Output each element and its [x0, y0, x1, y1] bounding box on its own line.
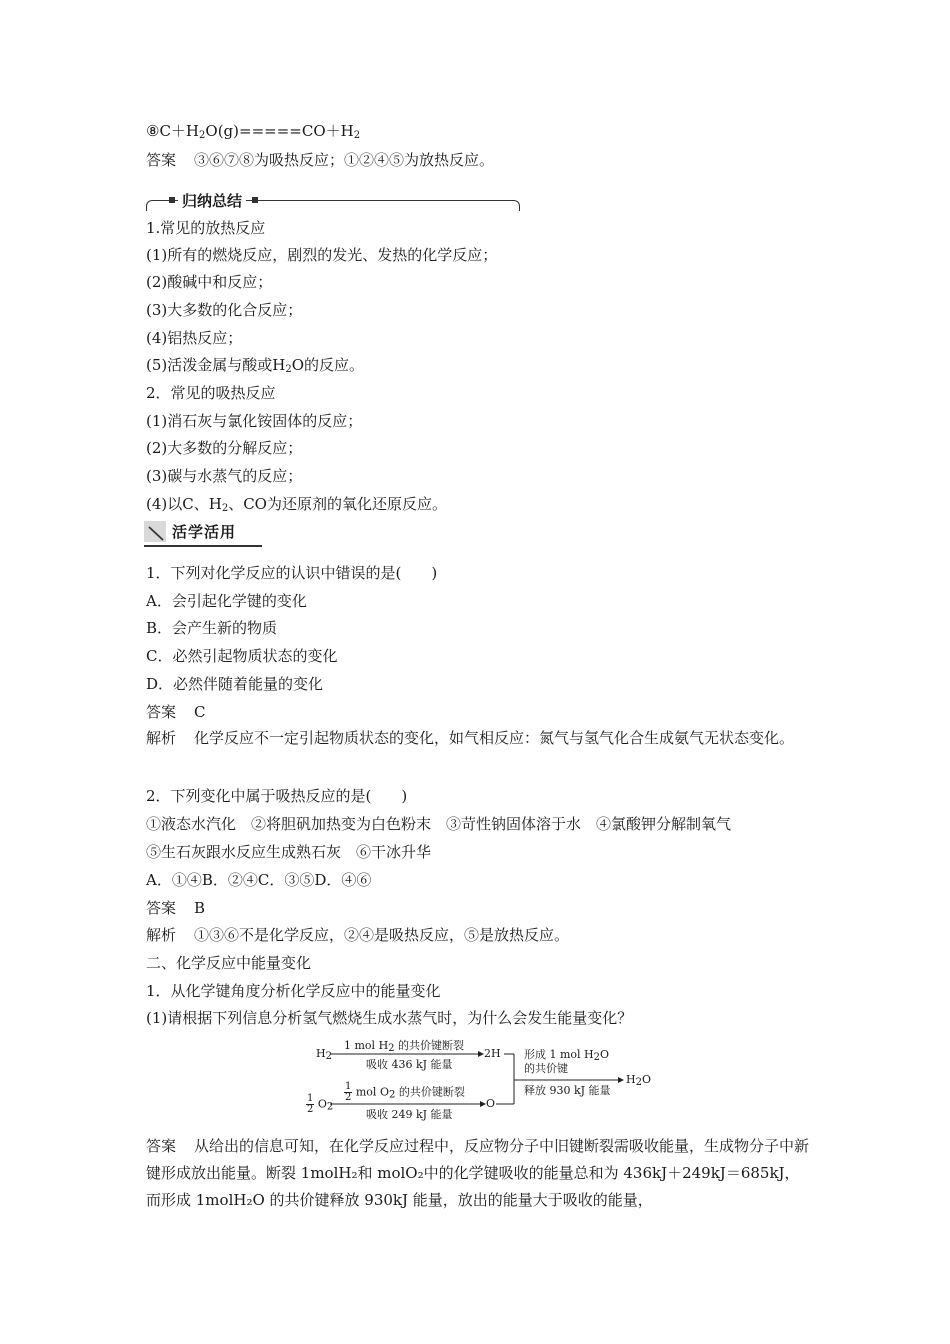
question-2-answer: 答案 B [146, 899, 206, 917]
question-2-stem: 2．下列变化中属于吸热反应的是( ) [146, 787, 408, 805]
two-h-label: 2H [484, 1047, 501, 1060]
summary-item: (5)活泼金属与酸或$H_2O$的反应。 [146, 356, 365, 375]
answer-1 [146, 150, 494, 170]
summary-heading-exothermic: 1.常见的放热反应 [146, 219, 266, 237]
product-label: $H_2O$ [626, 1073, 651, 1088]
answer-label: 答案 [146, 151, 177, 169]
summary-item: (3)碳与水蒸气的反应； [146, 467, 303, 485]
question-1-answer: 答案 C [146, 703, 206, 721]
summary-item: (1)所有的燃烧反应，剧烈的发光、发热的化学反应； [146, 246, 498, 264]
question-2-analysis: 解析 ①③⑥不是化学反应，②④是吸热反应，⑤是放热反应。 [146, 926, 570, 944]
o2-absorb-label: 吸收 249 kJ 能量 [366, 1108, 453, 1121]
question-1-option: B．会产生新的物质 [146, 619, 278, 637]
corner-tab-icon [144, 521, 166, 542]
o2-break-label: $\frac{1}{2}$ mol $O_2$ 的共价键断裂 [345, 1081, 465, 1103]
form-bond-label: 形成 1 mol $H_2O$ [524, 1048, 610, 1063]
square-bullet-icon [169, 197, 175, 203]
section-subtitle: 1．从化学键角度分析化学反应中的能量变化 [146, 982, 441, 1000]
equation-8: $⑧C+H_2O(g)=====CO+H_2$ [146, 122, 361, 141]
h2-label: $H_2$ [316, 1047, 332, 1062]
question-1-option: A．会引起化学键的变化 [146, 592, 307, 610]
question-1-option: D．必然伴随着能量的变化 [146, 675, 324, 693]
question-2-items: ①液态水汽化 ②将胆矾加热变为白色粉末 ③苛性钠固体溶于水 ④氯酸钾分解制氧气 [146, 815, 732, 833]
summary-item: (4)以C、$H_2$、CO为还原剂的氧化还原反应。 [146, 495, 447, 514]
question-1-option: C．必然引起物质状态的变化 [146, 647, 338, 665]
question-2-items: ⑤生石灰跟水反应生成熟石灰 ⑥干冰升华 [146, 843, 432, 861]
square-bullet-icon [252, 197, 258, 203]
question-1-analysis: 解析 化学反应不一定引起物质状态的变化，如气相反应：氮气与氢气化合生成氨气无状态变化。 [146, 729, 795, 747]
half-o2-label: $\frac{1}{2}$ $O_2$ [307, 1093, 334, 1115]
form-bond-label-2: 的共价键 [524, 1062, 568, 1075]
o-atom-label: O [486, 1097, 496, 1110]
summary-item: (3)大多数的化合反应； [146, 301, 303, 319]
summary-item: (2)酸碱中和反应； [146, 273, 273, 291]
question-1-stem: 1．下列对化学反应的认识中错误的是( ) [146, 564, 438, 582]
practice-title: 活学活用 [172, 523, 237, 541]
answer-3: 答案 从给出的信息可知，在化学反应过程中，反应物分子中旧键断裂需吸收能量，生成物分子中新键形成放出能量。断裂 1molH₂和 molO₂中的化学键吸收的能量总和为 436kJ＋249kJ＝685kJ，而形成 1molH₂O 的共价键释放 930kJ 能量，放出的能量大于吸收的能量， [146, 1137, 810, 1209]
h2-break-label: 1 mol $H_2$ 的共价键断裂 [344, 1039, 465, 1054]
summary-item: (2)大多数的分解反应； [146, 439, 303, 457]
question-2-options: A．①④B．②④C．③⑤D．④⑥ [146, 871, 372, 889]
release-label: 释放 930 kJ 能量 [524, 1084, 611, 1097]
h2-absorb-label: 吸收 436 kJ 能量 [366, 1058, 453, 1071]
bond-energy-diagram [300, 1038, 660, 1128]
summary-banner [146, 191, 520, 211]
summary-title: 归纳总结 [179, 191, 245, 211]
summary-item: (1)消石灰与氯化铵固体的反应； [146, 412, 363, 430]
answer-text: ③⑥⑦⑧为吸热反应；①②④⑤为放热反应。 [194, 151, 495, 169]
section-title: 二、化学反应中能量变化 [146, 954, 312, 972]
section-question: (1)请根据下列信息分析氢气燃烧生成水蒸气时，为什么会发生能量变化？ [146, 1009, 633, 1027]
practice-banner [144, 521, 262, 547]
summary-heading-endothermic: 2．常见的吸热反应 [146, 384, 276, 402]
summary-item: (4)铝热反应； [146, 329, 243, 347]
